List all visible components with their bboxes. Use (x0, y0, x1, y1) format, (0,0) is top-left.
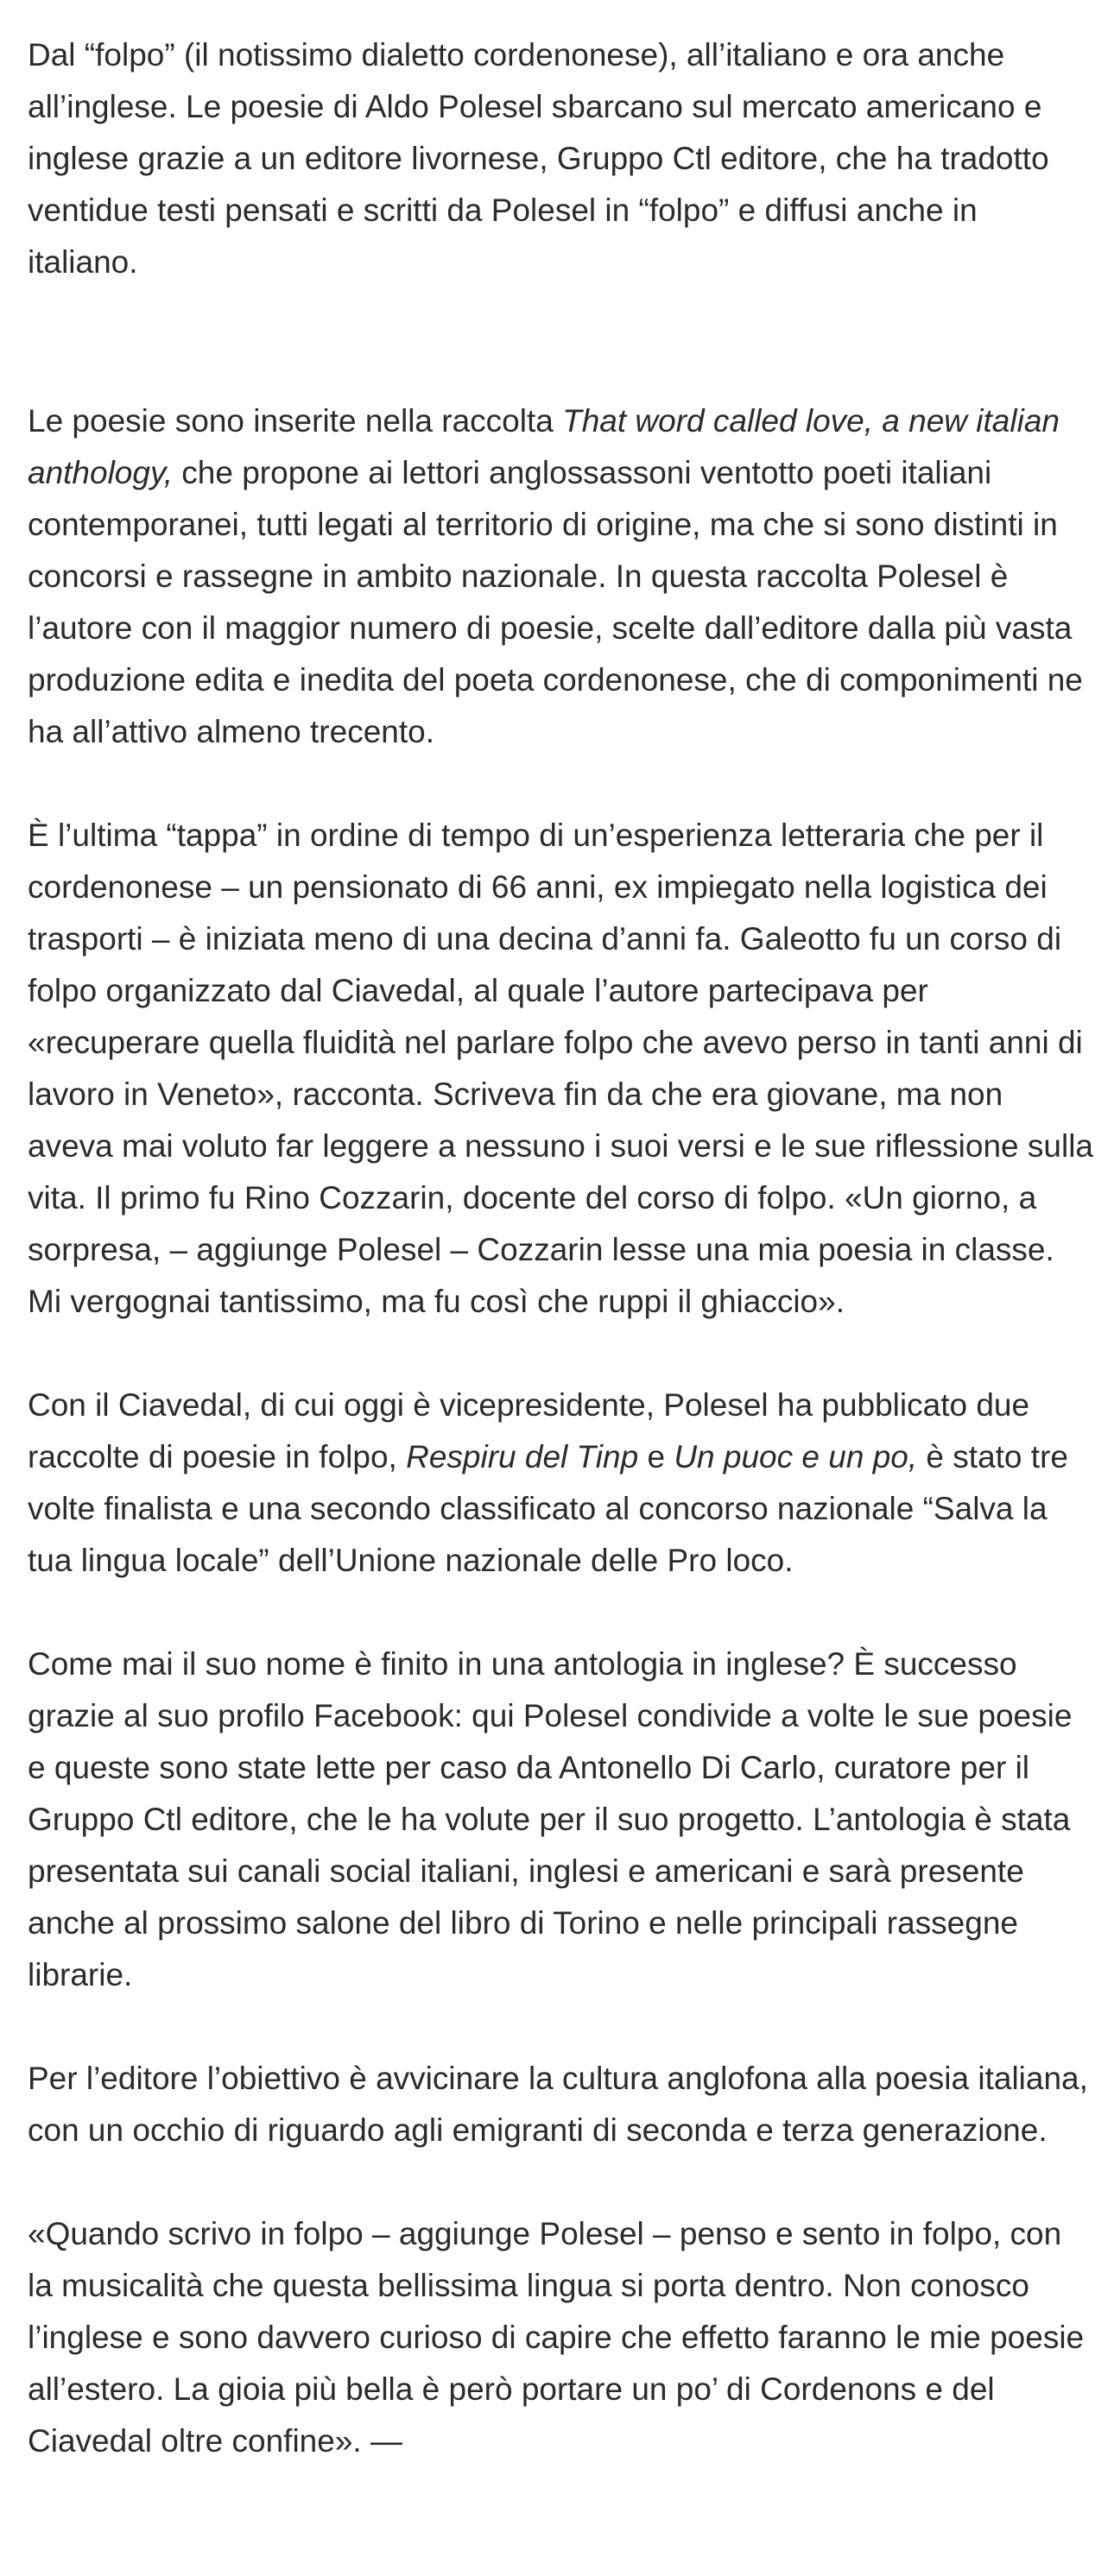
paragraph-quote: «Quando scrivo in folpo – aggiunge Polesel – penso e sento in folpo, con la musicalità che questa bellissima lingua si porta dentro. Non conosco l’inglese e sono davvero curioso di capire che effetto faranno le mie poesie all’estero. La gioia più bella è però portare un po’ di Cordenons e del Ciavedal oltre confine». — (28, 2216, 1085, 2459)
book-title-italic: Un puoc e un po, (674, 1439, 918, 1474)
paragraph-editor-goal: Per l’editore l’obiettivo è avvicinare la cultura anglofona alla poesia italiana, con un occhio di riguardo agli emigranti di seconda e terza generazione. (28, 2061, 1088, 2148)
paragraph-facebook: Come mai il suo nome è finito in una antologia in inglese? È successo grazie al suo profilo Facebook: qui Polesel condivide a volte le sue poesie e queste sono state lette per caso da Antonello Di Carlo, curatore per il Gruppo Ctl editore, che le ha volute per il suo progetto. L’antologia è stata presentata sui canali social italiani, inglesi e americani e sarà presente anche al prossimo salone del libro di Torino e nelle principali rassegne librarie. (28, 1646, 1073, 1992)
paragraph-ciavedal (28, 1380, 1093, 1587)
book-title-italic: Respiru del Tinp (406, 1439, 639, 1474)
text-run: Con il Ciavedal, di cui oggi è vicepresidente, Polesel ha pubblicato due raccolte di poesie in folpo, (28, 1387, 1030, 1474)
text-run: che propone ai lettori anglossassoni ventotto poeti italiani contemporanei, tutti legati al territorio di origine, ma che si sono distinti in concorsi e rassegne in ambito nazionale. In questa raccolta Polesel è l’autore con il maggior numero di poesie, scelte dall’editore dalla più vasta produzione edita e inedita del poeta cordenonese, che di componimenti ne ha all’attivo almeno trecento. (28, 455, 1083, 749)
text-run: Le poesie sono inserite nella raccolta (28, 403, 563, 439)
paragraph-anthology (28, 395, 1093, 758)
text-run: è stato tre volte finalista e una secondo classificato al concorso nazionale “Salva la tua lingua locale” dell’Unione nazionale delle Pro loco. (28, 1439, 1068, 1578)
paragraph-intro: Dal “folpo” (il notissimo dialetto cordenonese), all’italiano e ora anche all’inglese. Le poesie di Aldo Polesel sbarcano sul mercato americano e inglese grazie a un editore livornese, Gruppo Ctl editore, che ha tradotto ventidue testi pensati e scritti da Polesel in “folpo” e diffusi anche in italiano. (28, 37, 1049, 280)
text-run: e (638, 1439, 674, 1474)
article-body (28, 29, 1093, 2467)
book-title-italic: That word called love, a new italian anthology, (28, 403, 1060, 490)
paragraph-experience: È l’ultima “tappa” in ordine di tempo di un’esperienza letteraria che per il cordenonese – un pensionato di 66 anni, ex impiegato nella logistica dei trasporti – è iniziata meno di una decina d’anni fa. Galeotto fu un corso di folpo organizzato dal Ciavedal, al quale l’autore partecipava per «recuperare quella fluidità nel parlare folpo che avevo perso in tanti anni di lavoro in Veneto», racconta. Scriveva fin da che era giovane, ma non aveva mai voluto far leggere a nessuno i suoi versi e le sue riflessione sulla vita. Il primo fu Rino Cozzarin, docente del corso di folpo. «Un giorno, a sorpresa, – aggiunge Polesel – Cozzarin lesse una mia poesia in classe. Mi vergognai tantissimo, ma fu così che ruppi il ghiaccio». (28, 818, 1093, 1319)
